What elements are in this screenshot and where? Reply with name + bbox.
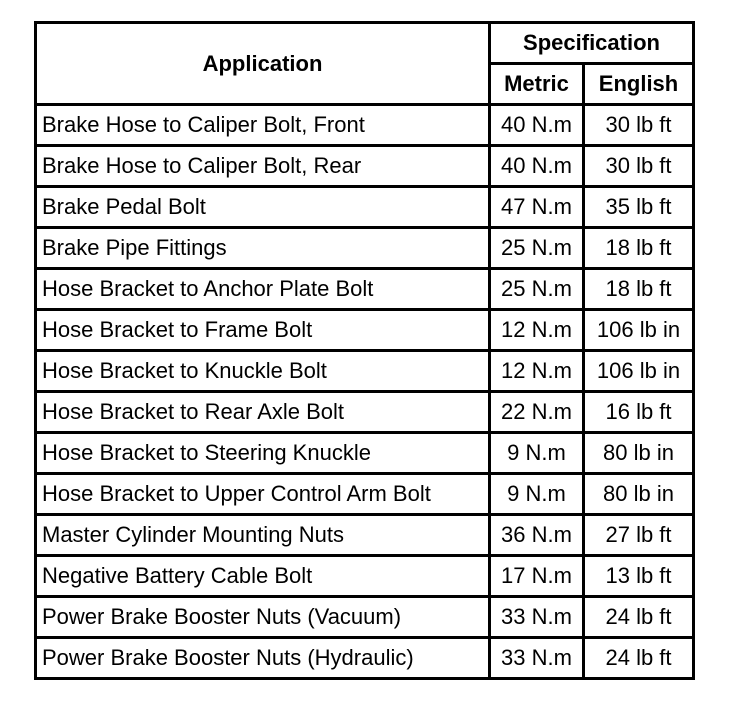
- metric-value-cell: 47 N.m: [490, 187, 584, 228]
- metric-value-cell: 25 N.m: [490, 269, 584, 310]
- table-header: [36, 23, 694, 105]
- table-row: [36, 351, 694, 392]
- metric-value-cell: 33 N.m: [490, 638, 584, 679]
- application-cell: Negative Battery Cable Bolt: [36, 556, 490, 597]
- application-column-header: Application: [36, 23, 490, 105]
- table-body: [36, 105, 694, 679]
- english-value-cell: 24 lb ft: [584, 597, 694, 638]
- application-cell: Hose Bracket to Anchor Plate Bolt: [36, 269, 490, 310]
- english-value-cell: 30 lb ft: [584, 105, 694, 146]
- table-row: [36, 105, 694, 146]
- metric-value-cell: 9 N.m: [490, 474, 584, 515]
- table-row: [36, 597, 694, 638]
- header-row-top: [36, 23, 694, 64]
- metric-value-cell: 25 N.m: [490, 228, 584, 269]
- metric-value-cell: 12 N.m: [490, 310, 584, 351]
- metric-value-cell: 33 N.m: [490, 597, 584, 638]
- english-value-cell: 16 lb ft: [584, 392, 694, 433]
- table-row: [36, 228, 694, 269]
- metric-column-header: Metric: [490, 64, 584, 105]
- table-row: [36, 187, 694, 228]
- english-value-cell: 106 lb in: [584, 310, 694, 351]
- english-value-cell: 18 lb ft: [584, 269, 694, 310]
- english-value-cell: 30 lb ft: [584, 146, 694, 187]
- application-cell: Brake Pedal Bolt: [36, 187, 490, 228]
- table-row: [36, 638, 694, 679]
- table-row: [36, 310, 694, 351]
- metric-value-cell: 9 N.m: [490, 433, 584, 474]
- application-cell: Power Brake Booster Nuts (Vacuum): [36, 597, 490, 638]
- application-cell: Brake Hose to Caliper Bolt, Rear: [36, 146, 490, 187]
- table-row: [36, 269, 694, 310]
- metric-value-cell: 12 N.m: [490, 351, 584, 392]
- torque-spec-table: [34, 21, 695, 680]
- application-cell: Hose Bracket to Frame Bolt: [36, 310, 490, 351]
- english-value-cell: 35 lb ft: [584, 187, 694, 228]
- application-cell: Hose Bracket to Steering Knuckle: [36, 433, 490, 474]
- table-row: [36, 392, 694, 433]
- application-cell: Power Brake Booster Nuts (Hydraulic): [36, 638, 490, 679]
- english-value-cell: 24 lb ft: [584, 638, 694, 679]
- english-value-cell: 18 lb ft: [584, 228, 694, 269]
- metric-value-cell: 17 N.m: [490, 556, 584, 597]
- application-cell: Master Cylinder Mounting Nuts: [36, 515, 490, 556]
- english-value-cell: 80 lb in: [584, 474, 694, 515]
- table-row: [36, 474, 694, 515]
- table-row: [36, 433, 694, 474]
- english-value-cell: 27 lb ft: [584, 515, 694, 556]
- metric-value-cell: 40 N.m: [490, 146, 584, 187]
- english-value-cell: 13 lb ft: [584, 556, 694, 597]
- english-column-header: English: [584, 64, 694, 105]
- specification-group-header: Specification: [490, 23, 694, 64]
- application-cell: Brake Pipe Fittings: [36, 228, 490, 269]
- table-row: [36, 146, 694, 187]
- metric-value-cell: 36 N.m: [490, 515, 584, 556]
- table-row: [36, 556, 694, 597]
- application-cell: Brake Hose to Caliper Bolt, Front: [36, 105, 490, 146]
- metric-value-cell: 22 N.m: [490, 392, 584, 433]
- application-cell: Hose Bracket to Knuckle Bolt: [36, 351, 490, 392]
- application-cell: Hose Bracket to Rear Axle Bolt: [36, 392, 490, 433]
- english-value-cell: 80 lb in: [584, 433, 694, 474]
- application-cell: Hose Bracket to Upper Control Arm Bolt: [36, 474, 490, 515]
- table-row: [36, 515, 694, 556]
- metric-value-cell: 40 N.m: [490, 105, 584, 146]
- english-value-cell: 106 lb in: [584, 351, 694, 392]
